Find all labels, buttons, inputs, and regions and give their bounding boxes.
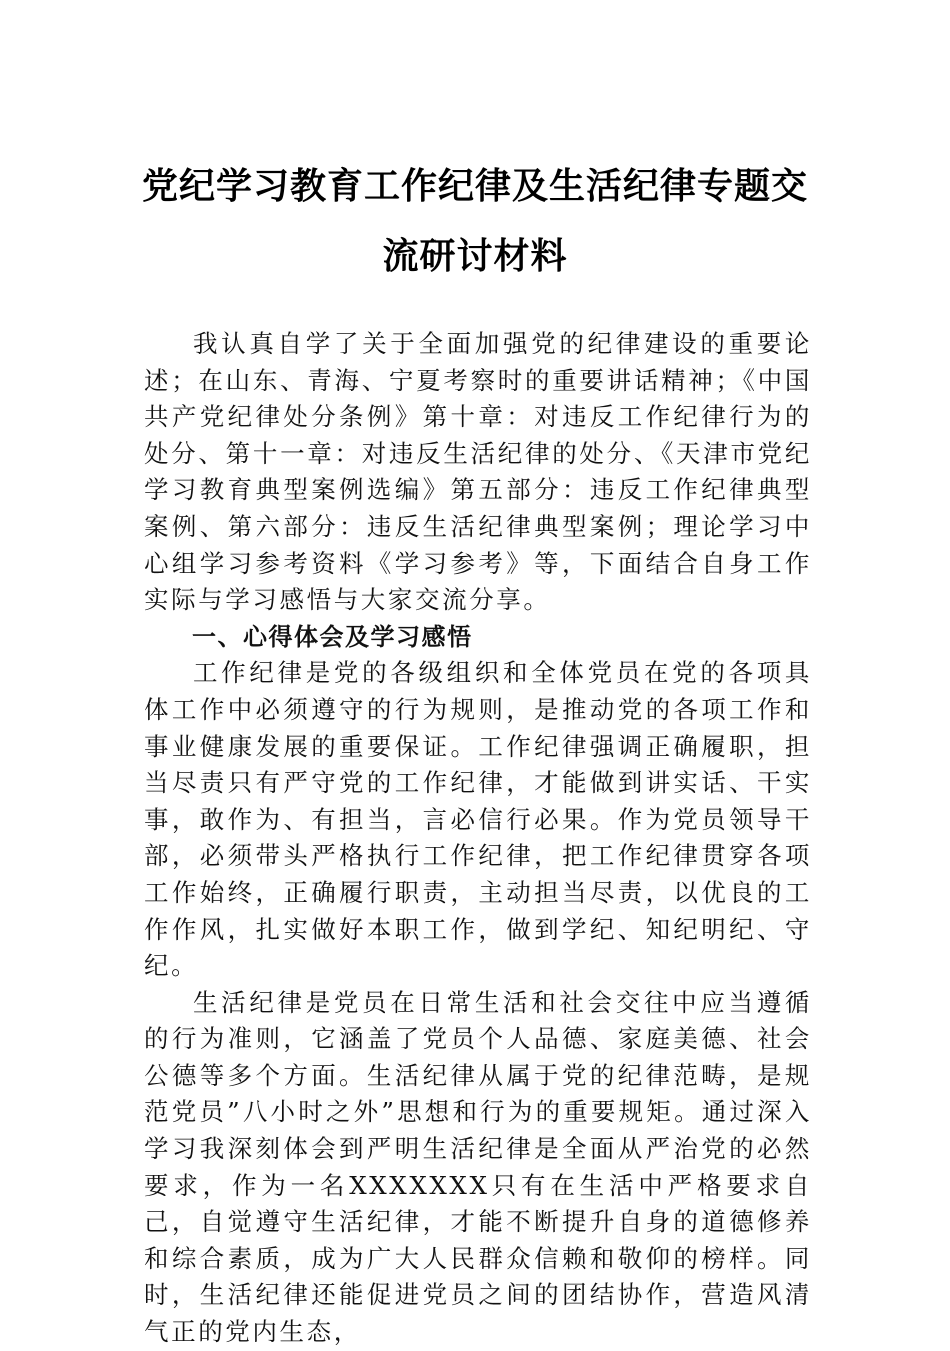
work-discipline-paragraph: 工作纪律是党的各级组织和全体党员在党的各项具体工作中必须遵守的行为规则，是推动党的各项工作和事业健康发展的重要保证。工作纪律强调正确履职，担当尽责只有严守党的工作纪律，才能做到讲实话、干实事，敢作为、有担当，言必信行必果。作为党员领导干部，必须带头严格执行工作纪律，把工作纪律贯穿各项工作始终，正确履行职责，主动担当尽责，以优良的工作作风，扎实做好本职工作，做到学纪、知纪明纪、守纪。 [144,658,812,981]
intro-paragraph: 我认真自学了关于全面加强党的纪律建设的重要论述；在山东、青海、宁夏考察时的重要讲话精神；《中国共产党纪律处分条例》第十章：对违反工作纪律行为的处分、第十一章：对违反生活纪律的处分、《天津市党纪学习教育典型案例选编》第五部分：违反工作纪律典型案例、第六部分：违反生活纪律典型案例；理论学习中心组学习参考资料《学习参考》等，下面结合自身工作实际与学习感悟与大家交流分享。 [144,329,812,615]
life-discipline-paragraph: 生活纪律是党员在日常生活和社会交往中应当遵循的行为准则，它涵盖了党员个人品德、家庭美德、社会公德等多个方面。生活纪律从属于党的纪律范畴，是规范党员”八小时之外”思想和行为的重要规矩。通过深入学习我深刻体会到严明生活纪律是全面从严治党的必然要求，作为一名XXXXXXX只有在生活中严格要求自己，自觉遵守生活纪律，才能不断提升自身的道德修养和综合素质，成为广大人民群众信赖和敬仰的榜样。同时，生活纪律还能促进党员之间的团结协作，营造风清气正的党内生态， [144,987,812,1347]
document-title-line-2: 流研讨材料 [382,235,568,277]
document-body [144,326,812,1351]
section-heading: 一、心得体会及学习感悟 [192,622,473,651]
document-title-line-1: 党纪学习教育工作纪律及生活纪律专题交 [141,165,808,207]
